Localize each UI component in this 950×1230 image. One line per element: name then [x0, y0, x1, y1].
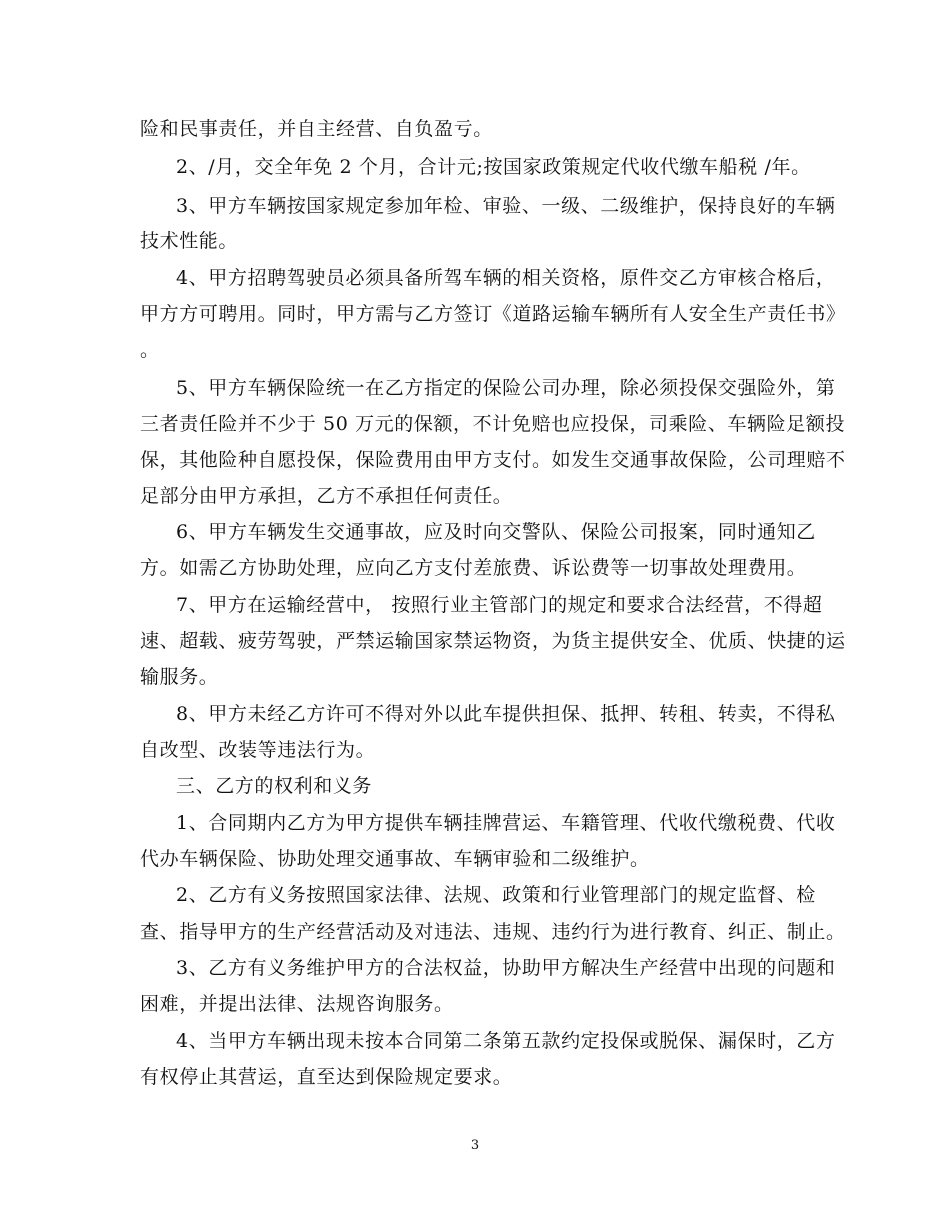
section-heading: 三、乙方的权利和义务 — [176, 775, 373, 797]
body-text-line: 足部分由甲方承担，乙方不承担任何责任。 — [140, 485, 513, 507]
body-text-line: 速、超载、疲劳驾驶，严禁运输国家禁运物资，为货主提供安全、优质、快捷的运 — [140, 630, 846, 652]
body-text-line: 。 — [140, 339, 160, 361]
body-text-line: 三者责任险并不少于 50 万元的保额，不计免赔也应投保，司乘险、车辆险足额投 — [140, 413, 846, 435]
body-text-line: 3、乙方有义务维护甲方的合法权益，协助甲方解决生产经营中出现的问题和 — [176, 957, 836, 979]
body-text-line: 8、甲方未经乙方许可不得对外以此车提供担保、抵押、转租、转卖，不得私 — [176, 703, 836, 725]
page-number: 3 — [470, 1138, 480, 1153]
body-text-line: 困难，并提出法律、法规咨询服务。 — [140, 993, 454, 1015]
body-text-line: 方。如需乙方协助处理，应向乙方支付差旅费、诉讼费等一切事故处理费用。 — [140, 557, 807, 579]
body-text-line: 7、甲方在运输经营中， 按照行业主管部门的规定和要求合法经营，不得超 — [176, 594, 823, 616]
body-text-line: 技术性能。 — [140, 230, 239, 252]
body-text-line: 6、甲方车辆发生交通事故，应及时向交警队、保险公司报案，同时通知乙 — [176, 521, 816, 543]
body-text-line: 代办车辆保险、协助处理交通事故、车辆审验和二级维护。 — [140, 848, 650, 870]
body-text-line: 自改型、改装等违法行为。 — [140, 739, 376, 761]
body-text-line: 有权停止其营运，直至达到保险规定要求。 — [140, 1066, 513, 1088]
body-text-line: 4、甲方招聘驾驶员必须具备所驾车辆的相关资格，原件交乙方审核合格后， — [176, 267, 836, 289]
body-text-line: 查、指导甲方的生产经营活动及对违法、违规、违约行为进行教育、纠正、制止。 — [140, 921, 846, 943]
body-text-line: 5、甲方车辆保险统一在乙方指定的保险公司办理，除必须投保交强险外，第 — [176, 377, 836, 399]
body-text-line: 保，其他险种自愿投保，保险费用由甲方支付。如发生交通事故保险，公司理赔不 — [140, 449, 846, 471]
body-text-line: 甲方方可聘用。同时，甲方需与乙方签订《道路运输车辆所有人安全生产责任书》 — [140, 303, 846, 325]
body-text-line: 1、合同期内乙方为甲方提供车辆挂牌营运、车籍管理、代收代缴税费、代收 — [176, 812, 836, 834]
body-text-line: 3、甲方车辆按国家规定参加年检、审验、一级、二级维护，保持良好的车辆 — [176, 195, 836, 217]
body-text-line: 2、/月，交全年免 2 个月，合计元;按国家政策规定代收代缴车船税 /年。 — [176, 156, 811, 178]
body-text-line: 2、乙方有义务按照国家法律、法规、政策和行业管理部门的规定监督、检 — [176, 884, 816, 906]
body-text-line: 险和民事责任，并自主经营、自负盈亏。 — [140, 118, 493, 140]
body-text-line: 输服务。 — [140, 666, 219, 688]
body-text-line: 4、当甲方车辆出现未按本合同第二条第五款约定投保或脱保、漏保时，乙方 — [176, 1030, 836, 1052]
